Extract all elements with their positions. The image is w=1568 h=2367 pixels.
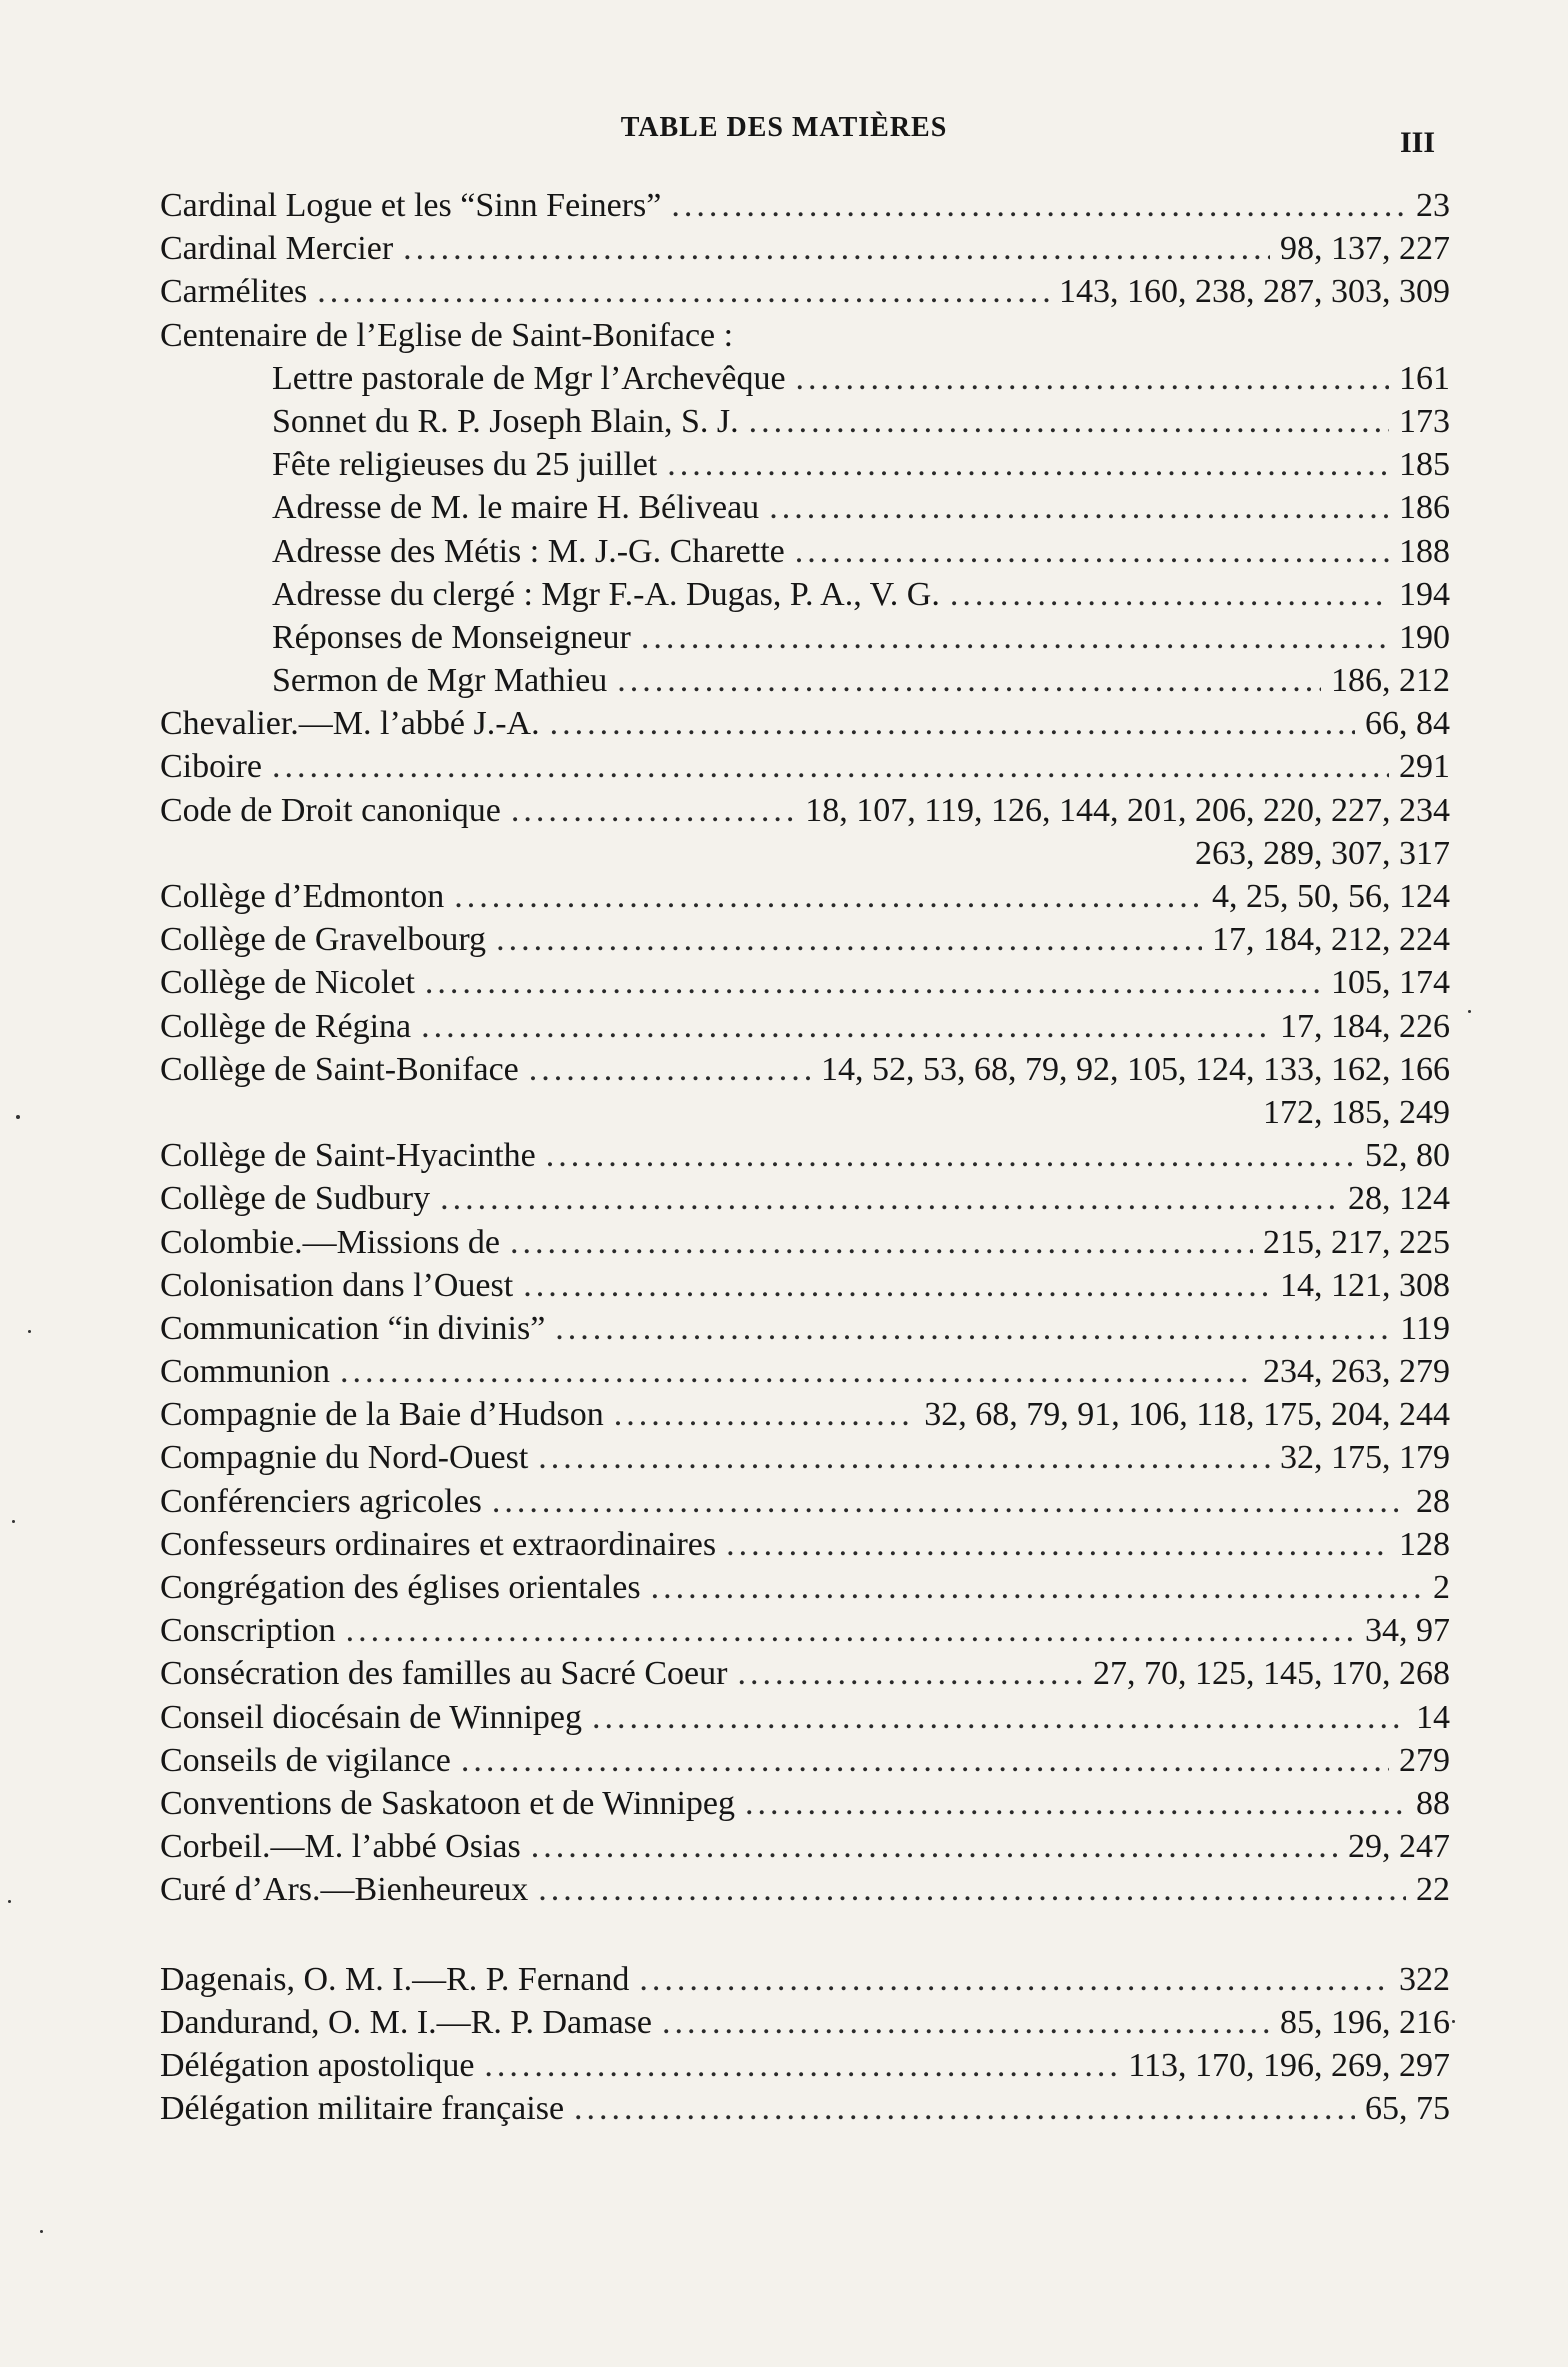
entry-label: Délégation apostolique bbox=[160, 2046, 475, 2084]
dot-leader bbox=[749, 400, 1389, 443]
entry-pages: 98, 137, 227 bbox=[1280, 230, 1450, 268]
entry-label: Collège de Régina bbox=[160, 1007, 412, 1045]
toc-entry bbox=[160, 1696, 1450, 1739]
entry-label: Conférenciers agricoles bbox=[160, 1482, 482, 1520]
entry-label: Conseil diocésain de Winnipeg bbox=[160, 1698, 582, 1736]
entry-label: Fête religieuses du 25 juillet bbox=[272, 446, 658, 484]
toc-entry bbox=[160, 1350, 1450, 1393]
toc-subentry bbox=[160, 659, 1450, 702]
dot-leader bbox=[510, 1221, 1253, 1264]
toc-subentry bbox=[160, 400, 1450, 443]
entry-label: Lettre pastorale de Mgr l’Archevêque bbox=[272, 359, 786, 397]
toc-entry bbox=[160, 1523, 1450, 1566]
toc-subentry bbox=[160, 357, 1450, 400]
entry-pages: 22 bbox=[1416, 1871, 1450, 1909]
entry-label: Délégation militaire française bbox=[160, 2090, 565, 2128]
dot-leader bbox=[667, 443, 1389, 486]
entry-pages: 29, 247 bbox=[1348, 1828, 1450, 1866]
entry-label: Communion bbox=[160, 1353, 331, 1391]
dot-leader bbox=[641, 616, 1389, 659]
entry-pages: 186, 212 bbox=[1331, 662, 1450, 700]
entry-pages: 27, 70, 125, 145, 170, 268 bbox=[1093, 1655, 1450, 1693]
dot-leader bbox=[546, 1134, 1355, 1177]
toc-subentry bbox=[160, 616, 1450, 659]
entry-pages: 23 bbox=[1416, 187, 1450, 224]
scan-speck bbox=[40, 2230, 43, 2233]
entry-label: Compagnie du Nord-Ouest bbox=[160, 1439, 529, 1477]
page-number: III bbox=[1400, 126, 1436, 159]
entry-label: Code de Droit canonique bbox=[160, 791, 501, 829]
entry-label: Collège de Gravelbourg bbox=[160, 921, 487, 959]
entry-pages: 188 bbox=[1399, 532, 1450, 570]
entry-label: Centenaire de l’Eglise de Saint-Boniface : bbox=[160, 316, 734, 354]
toc-entry bbox=[160, 1958, 1450, 2001]
dot-leader bbox=[592, 1696, 1406, 1739]
entry-pages: 17, 184, 212, 224 bbox=[1212, 921, 1450, 959]
entry-pages: 143, 160, 238, 287, 303, 309 bbox=[1059, 273, 1450, 311]
entry-pages-continuation: 263, 289, 307, 317 bbox=[1195, 834, 1450, 872]
entry-label: Réponses de Monseigneur bbox=[272, 618, 631, 656]
dot-leader bbox=[496, 918, 1202, 961]
entry-pages: 18, 107, 119, 126, 144, 201, 206, 220, 227, 234 bbox=[805, 791, 1450, 829]
toc-entry bbox=[160, 789, 1450, 832]
entry-label: Conscription bbox=[160, 1612, 336, 1650]
toc-entry bbox=[160, 1739, 1450, 1782]
entry-label: Communication “in divinis” bbox=[160, 1309, 546, 1347]
toc-entry bbox=[160, 1868, 1450, 1911]
dot-leader bbox=[651, 1566, 1423, 1609]
toc-entry bbox=[160, 1177, 1450, 1220]
toc-entry bbox=[160, 1005, 1450, 1048]
entry-label: Confesseurs ordinaires et extraordinaires bbox=[160, 1525, 717, 1563]
entry-pages: 215, 217, 225 bbox=[1263, 1223, 1450, 1261]
entry-pages: 119 bbox=[1400, 1309, 1450, 1347]
entry-pages: 17, 184, 226 bbox=[1280, 1007, 1450, 1045]
dot-leader bbox=[555, 1307, 1390, 1350]
page-header bbox=[0, 112, 1568, 162]
entry-label: Adresse de M. le maire H. Béliveau bbox=[272, 489, 760, 527]
dot-leader bbox=[425, 961, 1321, 1004]
scan-speck bbox=[28, 1330, 31, 1333]
entry-label: Sermon de Mgr Mathieu bbox=[272, 662, 608, 700]
entry-label: Colombie.—Missions de bbox=[160, 1223, 501, 1261]
dot-leader bbox=[531, 1825, 1338, 1868]
entry-pages: 322 bbox=[1399, 1960, 1450, 1998]
entry-label: Collège de Saint-Hyacinthe bbox=[160, 1137, 536, 1175]
dot-leader bbox=[745, 1782, 1406, 1825]
dot-leader bbox=[671, 184, 1406, 227]
toc-entry bbox=[160, 2001, 1450, 2044]
toc-entry bbox=[160, 2044, 1450, 2087]
entry-label: Adresse du clergé : Mgr F.-A. Dugas, P. A., V. G. bbox=[272, 575, 940, 613]
entry-label: Conseils de vigilance bbox=[160, 1741, 451, 1779]
entry-pages: 85, 196, 216 bbox=[1280, 2003, 1450, 2041]
toc-entry bbox=[160, 875, 1450, 918]
dot-leader bbox=[614, 1393, 914, 1436]
dot-leader bbox=[726, 1523, 1389, 1566]
entry-label: Adresse des Métis : M. J.-G. Charette bbox=[272, 532, 785, 570]
entry-label: Dagenais, O. M. I.—R. P. Fernand bbox=[160, 1960, 630, 1998]
entry-label: Colonisation dans l’Ouest bbox=[160, 1266, 514, 1304]
entry-pages: 28 bbox=[1416, 1482, 1450, 1520]
dot-leader bbox=[950, 573, 1389, 616]
entry-label: Collège de Saint-Boniface bbox=[160, 1050, 519, 1088]
toc-entry bbox=[160, 270, 1450, 313]
toc-entry bbox=[160, 314, 1450, 357]
entry-pages: 279 bbox=[1399, 1741, 1450, 1779]
entry-pages-continuation: 172, 185, 249 bbox=[1263, 1093, 1450, 1131]
entry-label: Collège de Nicolet bbox=[160, 964, 415, 1002]
toc-entry bbox=[160, 702, 1450, 745]
entry-label: Curé d’Ars.—Bienheureux bbox=[160, 1871, 529, 1909]
scan-speck bbox=[1468, 1010, 1471, 1013]
toc-entry bbox=[160, 918, 1450, 961]
toc-entry bbox=[160, 1480, 1450, 1523]
scan-speck bbox=[1452, 2020, 1455, 2023]
dot-leader bbox=[639, 1958, 1389, 2001]
entry-pages: 2 bbox=[1433, 1569, 1450, 1606]
toc-subentry bbox=[160, 486, 1450, 529]
entry-pages: 234, 263, 279 bbox=[1263, 1353, 1450, 1391]
entry-pages: 14 bbox=[1416, 1698, 1450, 1736]
entry-label: Compagnie de la Baie d’Hudson bbox=[160, 1396, 604, 1434]
toc-entry bbox=[160, 1307, 1450, 1350]
dot-leader bbox=[769, 486, 1389, 529]
toc-entry bbox=[160, 1264, 1450, 1307]
toc-subentry bbox=[160, 573, 1450, 616]
toc-entry bbox=[160, 1048, 1450, 1091]
dot-leader bbox=[340, 1350, 1253, 1393]
entry-pages: 88 bbox=[1416, 1784, 1450, 1822]
dot-leader bbox=[317, 270, 1049, 313]
entry-pages: 113, 170, 196, 269, 297 bbox=[1128, 2046, 1450, 2084]
dot-leader bbox=[492, 1480, 1406, 1523]
dot-leader bbox=[550, 702, 1355, 745]
entry-pages: 4, 25, 50, 56, 124 bbox=[1212, 878, 1450, 915]
entry-label: Conventions de Saskatoon et de Winnipeg bbox=[160, 1784, 735, 1822]
toc-entry bbox=[160, 1782, 1450, 1825]
entry-label: Dandurand, O. M. I.—R. P. Damase bbox=[160, 2003, 652, 2041]
entry-pages: 291 bbox=[1399, 748, 1450, 786]
entry-label: Cardinal Mercier bbox=[160, 230, 394, 268]
entry-label: Collège de Sudbury bbox=[160, 1180, 431, 1218]
entry-pages: 128 bbox=[1399, 1525, 1450, 1563]
entry-pages: 14, 52, 53, 68, 79, 92, 105, 124, 133, 162, 166 bbox=[821, 1050, 1450, 1088]
toc-entry bbox=[160, 961, 1450, 1004]
dot-leader bbox=[523, 1264, 1270, 1307]
entry-pages: 66, 84 bbox=[1365, 705, 1450, 743]
toc-entry bbox=[160, 227, 1450, 270]
toc-entry bbox=[160, 1436, 1450, 1479]
entry-label: Congrégation des églises orientales bbox=[160, 1569, 641, 1606]
dot-leader bbox=[529, 1048, 811, 1091]
page-title: TABLE DES MATIÈRES bbox=[620, 112, 948, 143]
entry-pages: 185 bbox=[1399, 446, 1450, 484]
entry-pages: 173 bbox=[1399, 402, 1450, 440]
entry-pages: 105, 174 bbox=[1331, 964, 1450, 1002]
entry-pages: 32, 68, 79, 91, 106, 118, 175, 204, 244 bbox=[924, 1396, 1450, 1434]
dot-leader bbox=[737, 1652, 1083, 1695]
entry-pages: 65, 75 bbox=[1365, 2090, 1450, 2128]
dot-leader bbox=[795, 530, 1389, 573]
entry-label: Cardinal Logue et les “Sinn Feiners” bbox=[160, 187, 662, 224]
toc-entry bbox=[160, 1609, 1450, 1652]
entry-label: Sonnet du R. P. Joseph Blain, S. J. bbox=[272, 402, 739, 440]
entry-pages: 34, 97 bbox=[1365, 1612, 1450, 1650]
dot-leader bbox=[461, 1739, 1389, 1782]
dot-leader bbox=[617, 659, 1321, 702]
toc-subentry bbox=[160, 443, 1450, 486]
dot-leader bbox=[538, 1868, 1406, 1911]
table-of-contents bbox=[160, 184, 1450, 2130]
dot-leader bbox=[511, 789, 795, 832]
toc-entry bbox=[160, 1825, 1450, 1868]
dot-leader bbox=[454, 875, 1202, 918]
entry-pages: 190 bbox=[1399, 618, 1450, 656]
entry-label: Collège d’Edmonton bbox=[160, 878, 445, 915]
scan-speck bbox=[12, 1520, 15, 1523]
dot-leader bbox=[662, 2001, 1270, 2044]
entry-pages: 161 bbox=[1399, 359, 1450, 397]
entry-pages: 28, 124 bbox=[1348, 1180, 1450, 1218]
toc-entry bbox=[160, 1652, 1450, 1695]
entry-pages: 32, 175, 179 bbox=[1280, 1439, 1450, 1477]
dot-leader bbox=[538, 1436, 1270, 1479]
entry-label: Chevalier.—M. l’abbé J.-A. bbox=[160, 705, 540, 743]
toc-entry bbox=[160, 2087, 1450, 2130]
dot-leader bbox=[421, 1005, 1270, 1048]
dot-leader bbox=[346, 1609, 1355, 1652]
entry-label: Corbeil.—M. l’abbé Osias bbox=[160, 1828, 521, 1866]
scan-speck bbox=[16, 1115, 20, 1119]
dot-leader bbox=[796, 357, 1389, 400]
entry-pages: 194 bbox=[1399, 575, 1450, 613]
dot-leader bbox=[403, 227, 1270, 270]
toc-subentry bbox=[160, 530, 1450, 573]
toc-entry bbox=[160, 184, 1450, 227]
dot-leader bbox=[484, 2044, 1118, 2087]
toc-entry bbox=[160, 745, 1450, 788]
entry-label: Consécration des familles au Sacré Coeur bbox=[160, 1655, 728, 1693]
toc-entry bbox=[160, 1221, 1450, 1264]
entry-pages: 52, 80 bbox=[1365, 1137, 1450, 1175]
toc-entry bbox=[160, 1134, 1450, 1177]
entry-pages: 186 bbox=[1399, 489, 1450, 527]
dot-leader bbox=[440, 1177, 1338, 1220]
entry-label: Carmélites bbox=[160, 273, 308, 311]
dot-leader bbox=[574, 2087, 1355, 2130]
entry-label: Ciboire bbox=[160, 748, 262, 786]
toc-entry bbox=[160, 1393, 1450, 1436]
toc-entry bbox=[160, 1566, 1450, 1609]
scan-speck bbox=[8, 1900, 11, 1903]
entry-pages: 14, 121, 308 bbox=[1280, 1266, 1450, 1304]
dot-leader bbox=[272, 745, 1389, 788]
